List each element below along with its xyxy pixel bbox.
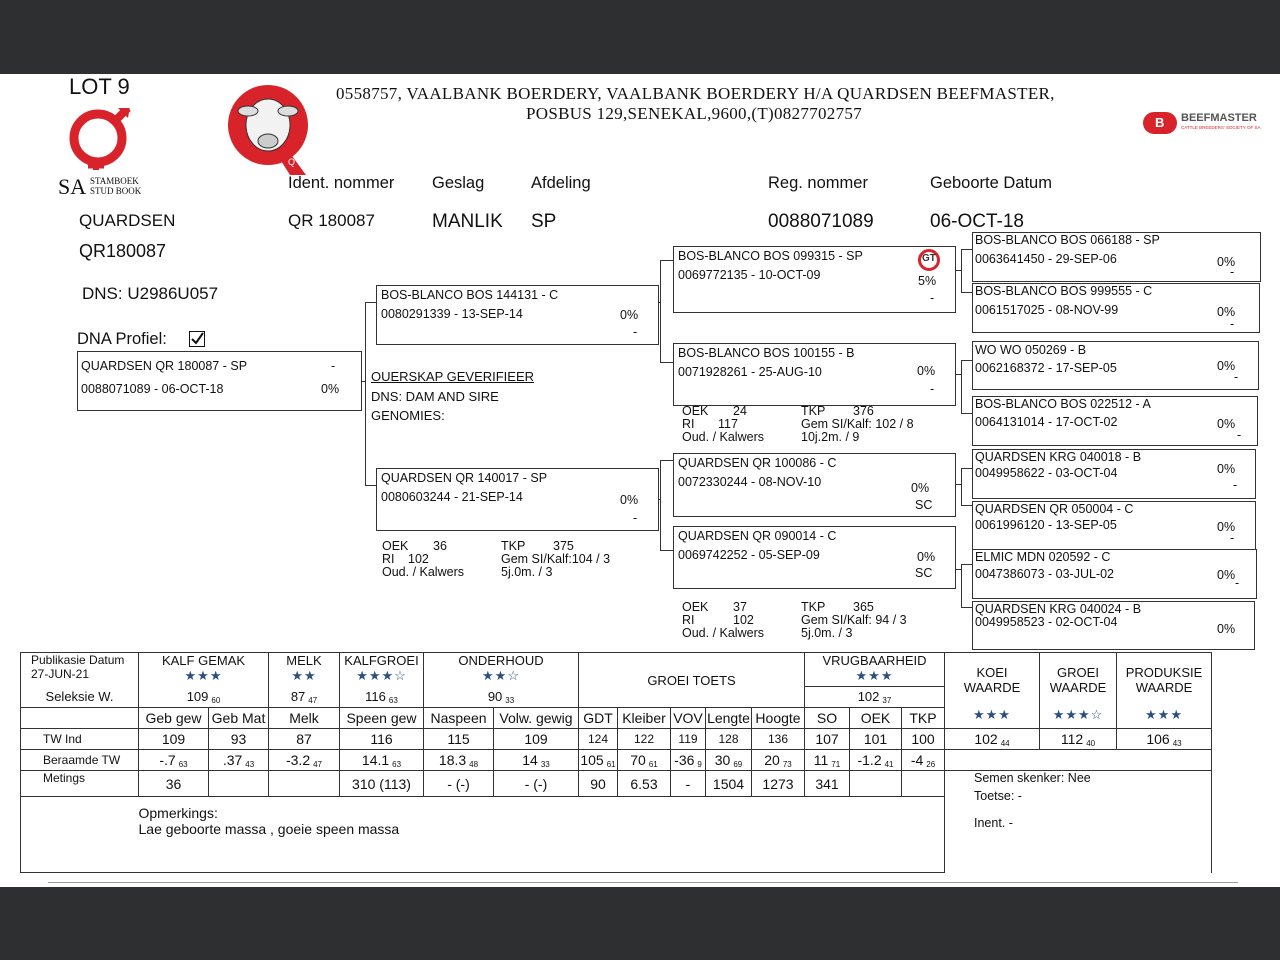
metings-value: 310 (113) [340, 771, 424, 797]
tw-value: 119 [671, 729, 706, 750]
cols-spacer [21, 708, 139, 729]
groei-waarde-stars: ★★★☆ [1052, 707, 1104, 722]
afdeling-header: Afdeling [531, 174, 591, 192]
ggp-extra: - [1235, 576, 1240, 590]
column-header: Volw. gewig [494, 708, 579, 729]
ggp-pct: 0% [1217, 622, 1236, 636]
ggp-reg: 0062168372 - 17-SEP-05 [975, 361, 1117, 375]
kalfgroei-header [340, 653, 424, 687]
column-header: Kleiber [618, 708, 671, 729]
column-header: VOV [671, 708, 706, 729]
vrug-sel-acc: 37 [882, 696, 892, 705]
koei-waarde-stars: ★★★ [973, 707, 1011, 722]
btw-value: -1.2 [857, 751, 882, 768]
animal-dns: DNS: U2986U057 [82, 284, 219, 303]
animal-geslag: MANLIK [432, 211, 503, 232]
btw-accuracy: 9 [697, 759, 702, 769]
gp-age: 10j.2m. / 9 [801, 430, 860, 444]
gp-box [673, 453, 956, 517]
tw-value: 109 [139, 729, 209, 750]
waarde-value: 106 [1146, 730, 1170, 747]
bull-head-icon [226, 83, 336, 175]
gp-gem: Gem SI/Kalf: 102 / 8 [801, 417, 914, 431]
column-header: Naspeen [424, 708, 494, 729]
tw-value: 109 [494, 729, 579, 750]
vrugbaarheid-label: VRUGBAARHEID [822, 653, 927, 668]
dna-profile-label: DNA Profiel: [77, 330, 167, 348]
onderhoud-stars: ★★☆ [482, 668, 520, 683]
remarks-cell [139, 797, 945, 873]
tw-value: 115 [424, 729, 494, 750]
ggp-box [972, 232, 1261, 282]
metings-value [902, 771, 945, 797]
ggp-reg: 0063641450 - 29-SEP-06 [975, 252, 1117, 266]
groei-waarde-label2: WAARDE [1049, 680, 1107, 695]
kalf-sel-acc: 60 [211, 695, 221, 705]
kalf-gemak-stars: ★★★ [184, 668, 223, 683]
btw-value: 30 [714, 751, 731, 768]
gp-pct: 0% [917, 550, 936, 564]
gp-name: BOS-BLANCO BOS 099315 - SP [678, 249, 863, 263]
metings-value: 1273 [752, 771, 805, 797]
sa-logo-line2: STUD BOOK [90, 186, 142, 196]
koei-waarde-label1: KOEI [976, 665, 1008, 680]
gp-name: QUARDSEN QR 090014 - C [678, 529, 837, 543]
tw-value: 124 [579, 729, 618, 750]
groei-waarde-header [1040, 653, 1117, 729]
kalf-gemak-label: KALF GEMAK [161, 653, 246, 668]
ggp-reg: 0061996120 - 13-SEP-05 [975, 518, 1117, 532]
gp-ri-label: RI [682, 613, 695, 627]
ggp-box [972, 601, 1255, 650]
vrugbaarheid-stars: ★★★ [855, 668, 894, 683]
btw-cell [618, 750, 671, 771]
vrugbaarheid-header [805, 653, 945, 687]
metings-value: - (-) [494, 771, 579, 797]
column-header: TKP [902, 708, 945, 729]
gp-reg: 0071928261 - 25-AUG-10 [678, 365, 822, 379]
ggp-reg: 0061517025 - 08-NOV-99 [975, 303, 1119, 317]
btw-accuracy: 63 [392, 759, 402, 769]
gp-pct: 5% [918, 274, 937, 288]
sire-box [376, 285, 659, 345]
kalf-gemak-header [139, 653, 269, 687]
btw-accuracy: 26 [926, 759, 936, 769]
waarde-value-cell [945, 729, 1040, 750]
gp-reg: 0069742252 - 05-SEP-09 [678, 548, 820, 562]
onder-sel-cell [424, 687, 579, 708]
breeder-line-2: POSBUS 129,SENEKAL,9600,(T)0827702757 [526, 104, 863, 123]
btw-value: 20 [764, 751, 780, 768]
btw-value: -4 [910, 751, 924, 768]
gp-tkp: 365 [853, 600, 874, 614]
gp-ri: 117 [718, 417, 738, 431]
gp-oek-label: OEK [682, 600, 709, 614]
btw-cell [706, 750, 752, 771]
btw-value: -.7 [159, 751, 176, 768]
onderhoud-header [424, 653, 579, 687]
groei-sel-cell [340, 687, 424, 708]
column-header: OEK [850, 708, 902, 729]
btw-accuracy: 33 [540, 759, 550, 769]
ggp-box [972, 341, 1259, 390]
ggp-box [972, 549, 1257, 599]
btw-value: 14.1 [361, 751, 390, 768]
vrug-sel-cell [805, 687, 945, 708]
btw-cell [850, 750, 902, 771]
kalfgroei-stars: ★★★☆ [356, 668, 407, 683]
metings-label: Metings [21, 771, 139, 797]
metings-value: 341 [805, 771, 850, 797]
groei-waarde-label1: GROEI [1057, 665, 1099, 680]
melk-sel: 87 [290, 688, 306, 704]
tw-value: 101 [850, 729, 902, 750]
pub-date: 27-JUN-21 [31, 667, 90, 681]
metings-value [850, 771, 902, 797]
beefmaster-b-icon: B [1155, 115, 1165, 130]
ggp-pct: 0% [1217, 417, 1236, 431]
gp-ri-label: RI [682, 417, 695, 431]
btw-accuracy: 73 [782, 759, 792, 769]
dam-oek: 36 [433, 539, 447, 553]
btw-value: -3.2 [285, 751, 311, 768]
btw-value: -36 [674, 751, 695, 768]
ggp-extra: - [1233, 478, 1238, 492]
animal-code: QR180087 [79, 241, 167, 261]
btw-value: 11 [813, 751, 829, 768]
metings-value: 90 [579, 771, 618, 797]
gp-oek: 37 [733, 600, 747, 614]
btw-value: 70 [630, 751, 646, 768]
btw-value: .37 [222, 751, 243, 768]
ggp-box [972, 501, 1256, 550]
column-header: Geb gew [139, 708, 209, 729]
tw-value: 100 [902, 729, 945, 750]
btw-cell [340, 750, 424, 771]
gp-box [673, 343, 956, 406]
dam-gem: Gem SI/Kalf:104 / 3 [501, 552, 611, 566]
gt-badge-text: GT [922, 253, 936, 264]
btw-cell [209, 750, 269, 771]
gp-oud: Oud. / Kalwers [682, 430, 764, 444]
dam-reg: 0080603244 - 21-SEP-14 [381, 490, 523, 504]
metings-value: 36 [139, 771, 209, 797]
kalf-sel-cell [139, 687, 269, 708]
gp-extra: - [930, 291, 935, 305]
geslag-header: Geslag [432, 174, 485, 192]
btw-cell [494, 750, 579, 771]
animal-reg: 0088071089 [768, 211, 874, 232]
quardsen-logo-letter: Q [288, 157, 296, 167]
ggp-pct: 0% [1217, 520, 1236, 534]
gp-oud: Oud. / Kalwers [682, 626, 764, 640]
remarks-label: Opmerkings: [138, 805, 218, 821]
gp-reg: 0072330244 - 08-NOV-10 [678, 475, 822, 489]
reg-header: Reg. nommer [768, 174, 868, 192]
gp-oek: 24 [733, 404, 747, 418]
beefmaster-subtitle: CATTLE BREEDERS' SOCIETY OF SA [1181, 125, 1261, 130]
tw-value: 116 [340, 729, 424, 750]
groei-toets-header [579, 653, 805, 708]
ggp-reg: 0047386073 - 03-JUL-02 [975, 567, 1114, 581]
parentage-dns: DNS: DAM AND SIRE [371, 389, 499, 404]
ggp-box [972, 283, 1260, 333]
ggp-box [972, 449, 1256, 499]
dam-oek-label: OEK [382, 539, 409, 553]
groei-toets-label: GROEI TOETS [647, 672, 736, 688]
animal-ident: QR 180087 [288, 211, 375, 230]
tw-value: 87 [269, 729, 340, 750]
dam-extra: - [633, 511, 638, 525]
tw-label: TW Ind [21, 729, 139, 750]
ggp-extra: - [1234, 370, 1239, 384]
gp-extra: SC [915, 566, 933, 580]
animal-box-name: QUARDSEN QR 180087 - SP [81, 359, 248, 373]
animal-afdeling: SP [531, 211, 557, 232]
quardsen-logo [226, 83, 336, 175]
gp-box [673, 246, 956, 313]
metings-value: - [671, 771, 706, 797]
gp-box [673, 526, 956, 589]
ggp-pct: 0% [1217, 305, 1236, 319]
waarde-value: 112 [1060, 730, 1084, 747]
ggp-reg: 0064131014 - 17-OCT-02 [975, 415, 1118, 429]
ggp-pct: 0% [1217, 462, 1236, 476]
gp-age: 5j.0m. / 3 [801, 626, 853, 640]
gp-tkp-label: TKP [801, 404, 826, 418]
dna-checkbox-icon [189, 331, 205, 347]
btw-cell [424, 750, 494, 771]
ggp-box [972, 396, 1258, 446]
btw-label: Beraamde TW [21, 750, 139, 771]
gp-extra: SC [915, 498, 933, 512]
produksie-waarde-label2: WAARDE [1135, 680, 1193, 695]
toetse: Toetse: - [974, 789, 1022, 803]
btw-cell [579, 750, 618, 771]
tw-value: 122 [618, 729, 671, 750]
ggp-name: WO WO 050269 - B [975, 343, 1087, 357]
metings-value [269, 771, 340, 797]
gp-name: BOS-BLANCO BOS 100155 - B [678, 346, 855, 360]
waarde-value-cell [1117, 729, 1212, 750]
kalf-sel: 109 [186, 688, 209, 704]
tw-value: 93 [209, 729, 269, 750]
btw-value: 105 [580, 751, 604, 768]
column-header: Geb Mat [209, 708, 269, 729]
btw-accuracy: 61 [648, 759, 658, 769]
btw-cell [752, 750, 805, 771]
inent: Inent. - [974, 816, 1013, 830]
column-header: Speen gew [340, 708, 424, 729]
animal-box-dash: - [331, 359, 336, 373]
gp-pct: 0% [911, 481, 930, 495]
animal-herd: QUARDSEN [79, 211, 176, 230]
gp-pct: 0% [917, 364, 936, 378]
remarks-spacer [21, 797, 139, 873]
column-header: Lengte [706, 708, 752, 729]
btw-accuracy: 61 [606, 759, 616, 769]
sire-reg: 0080291339 - 13-SEP-14 [381, 307, 523, 321]
sire-name: BOS-BLANCO BOS 144131 - C [381, 288, 559, 302]
animal-box-reg: 0088071089 - 06-OCT-18 [81, 382, 224, 396]
performance-table [20, 652, 1212, 873]
ggp-extra: - [1230, 317, 1235, 331]
gp-oek-label: OEK [682, 404, 709, 418]
btw-cell [805, 750, 850, 771]
tw-value: 128 [706, 729, 752, 750]
waarde-accuracy: 40 [1086, 738, 1096, 748]
ggp-name: QUARDSEN KRG 040024 - B [975, 602, 1142, 616]
pub-label: Publikasie Datum [31, 653, 125, 667]
groei-sel-acc: 63 [388, 695, 398, 705]
sa-logo-text: SA [58, 174, 87, 199]
btw-cell [269, 750, 340, 771]
ggp-pct: 0% [1217, 255, 1236, 269]
dam-name: QUARDSEN QR 140017 - SP [381, 471, 548, 485]
btw-accuracy: 43 [245, 759, 255, 769]
metings-value: - (-) [424, 771, 494, 797]
btw-value: 14 [522, 751, 538, 768]
dam-oud: Oud. / Kalwers [382, 565, 464, 579]
column-header: Hoogte [752, 708, 805, 729]
btw-value: 18.3 [438, 751, 467, 768]
tw-value: 107 [805, 729, 850, 750]
ggp-name: QUARDSEN KRG 040018 - B [975, 450, 1142, 464]
kalfgroei-label: KALFGROEI [344, 653, 419, 668]
btw-accuracy: 63 [178, 759, 188, 769]
certificate-sheet [0, 74, 1280, 887]
produksie-waarde-stars: ★★★ [1145, 707, 1183, 722]
dam-pct: 0% [620, 493, 639, 507]
ggp-extra: - [1237, 428, 1242, 442]
ggp-name: BOS-BLANCO BOS 999555 - C [975, 284, 1153, 298]
gp-reg: 0069772135 - 10-OCT-09 [678, 268, 821, 282]
sa-studbook-logo [58, 108, 158, 198]
animal-box [77, 351, 362, 411]
dam-ri-label: RI [382, 552, 395, 566]
btw-accuracy: 69 [733, 759, 743, 769]
sa-logo-line1: STAMBOEK [90, 176, 139, 186]
btw-accuracy: 48 [469, 759, 479, 769]
gp-tkp-label: TKP [801, 600, 826, 614]
beefmaster-logo [1143, 112, 1273, 136]
metings-value: 1504 [706, 771, 752, 797]
column-header: SO [805, 708, 850, 729]
dam-age: 5j.0m. / 3 [501, 565, 553, 579]
btw-accuracy: 47 [313, 759, 323, 769]
metings-value [209, 771, 269, 797]
onder-sel-acc: 33 [505, 695, 515, 705]
koei-waarde-header [945, 653, 1040, 729]
animal-geboorte: 06-OCT-18 [930, 211, 1024, 232]
btw-cell [902, 750, 945, 771]
btw-cell [139, 750, 209, 771]
btw-accuracy: 41 [884, 759, 894, 769]
animal-box-pct: 0% [321, 382, 340, 396]
groei-sel: 116 [365, 688, 386, 704]
parentage-title: OUERSKAP GEVERIFIEER [371, 369, 535, 384]
ggp-reg: 0049958523 - 02-OCT-04 [975, 615, 1118, 629]
dam-box [376, 468, 659, 531]
ggp-pct: 0% [1217, 568, 1236, 582]
ggp-extra: - [1230, 265, 1235, 279]
gp-tkp: 376 [853, 404, 874, 418]
remarks-text: Lae geboorte massa , goeie speen massa [138, 821, 400, 837]
koei-waarde-label2: WAARDE [963, 680, 1021, 695]
ggp-name: QUARDSEN QR 050004 - C [975, 502, 1134, 516]
sire-pct: 0% [620, 308, 639, 322]
produksie-waarde-header [1117, 653, 1212, 729]
waarde-accuracy: 44 [1000, 738, 1010, 748]
seleksie-label: Seleksie W. [21, 687, 139, 708]
sire-extra: - [633, 325, 638, 339]
tw-value: 136 [752, 729, 805, 750]
ggp-name: BOS-BLANCO BOS 066188 - SP [975, 233, 1160, 247]
gp-name: QUARDSEN QR 100086 - C [678, 456, 837, 470]
dam-tkp: 375 [553, 539, 574, 553]
waarde-value: 102 [974, 730, 998, 747]
ggp-reg: 0049958622 - 03-OCT-04 [975, 466, 1118, 480]
gp-extra: - [930, 382, 935, 396]
waarde-accuracy: 43 [1172, 738, 1182, 748]
btw-cell [671, 750, 706, 771]
produksie-waarde-label1: PRODUKSIE [1125, 665, 1203, 680]
waarde-value-cell [1040, 729, 1117, 750]
parentage-genomies: GENOMIES: [371, 408, 445, 423]
column-header: GDT [579, 708, 618, 729]
geboorte-header: Geboorte Datum [930, 174, 1052, 192]
metings-value: 6.53 [618, 771, 671, 797]
beefmaster-name: BEEFMASTER [1181, 112, 1257, 124]
vrug-sel: 102 [857, 689, 880, 704]
gp-gem: Gem SI/Kalf: 94 / 3 [801, 613, 907, 627]
column-header: Melk [269, 708, 340, 729]
lot-number: LOT 9 [69, 74, 130, 99]
dam-tkp-label: TKP [501, 539, 526, 553]
ggp-name: ELMIC MDN 020592 - C [975, 550, 1111, 564]
melk-label: MELK [286, 653, 322, 668]
onderhoud-label: ONDERHOUD [458, 653, 544, 668]
ggp-extra: - [1230, 531, 1235, 545]
gp-ri: 102 [733, 613, 754, 627]
melk-header [269, 653, 340, 687]
ggp-name: BOS-BLANCO BOS 022512 - A [975, 397, 1151, 411]
onder-sel: 90 [487, 688, 503, 704]
melk-sel-cell [269, 687, 340, 708]
ggp-pct: 0% [1217, 359, 1236, 373]
dam-ri: 102 [408, 552, 429, 566]
btw-accuracy: 71 [831, 759, 841, 769]
publication-cell [21, 653, 139, 687]
melk-stars: ★★ [291, 668, 317, 683]
ident-header: Ident. nommer [288, 174, 395, 192]
breeder-line-1: 0558757, VAALBANK BOERDERY, VAALBANK BOERDERY H/A QUARDSEN BEEFMASTER, [336, 84, 1055, 103]
semen-donor: Semen skenker: Nee [974, 771, 1091, 785]
melk-sel-acc: 47 [308, 695, 318, 705]
